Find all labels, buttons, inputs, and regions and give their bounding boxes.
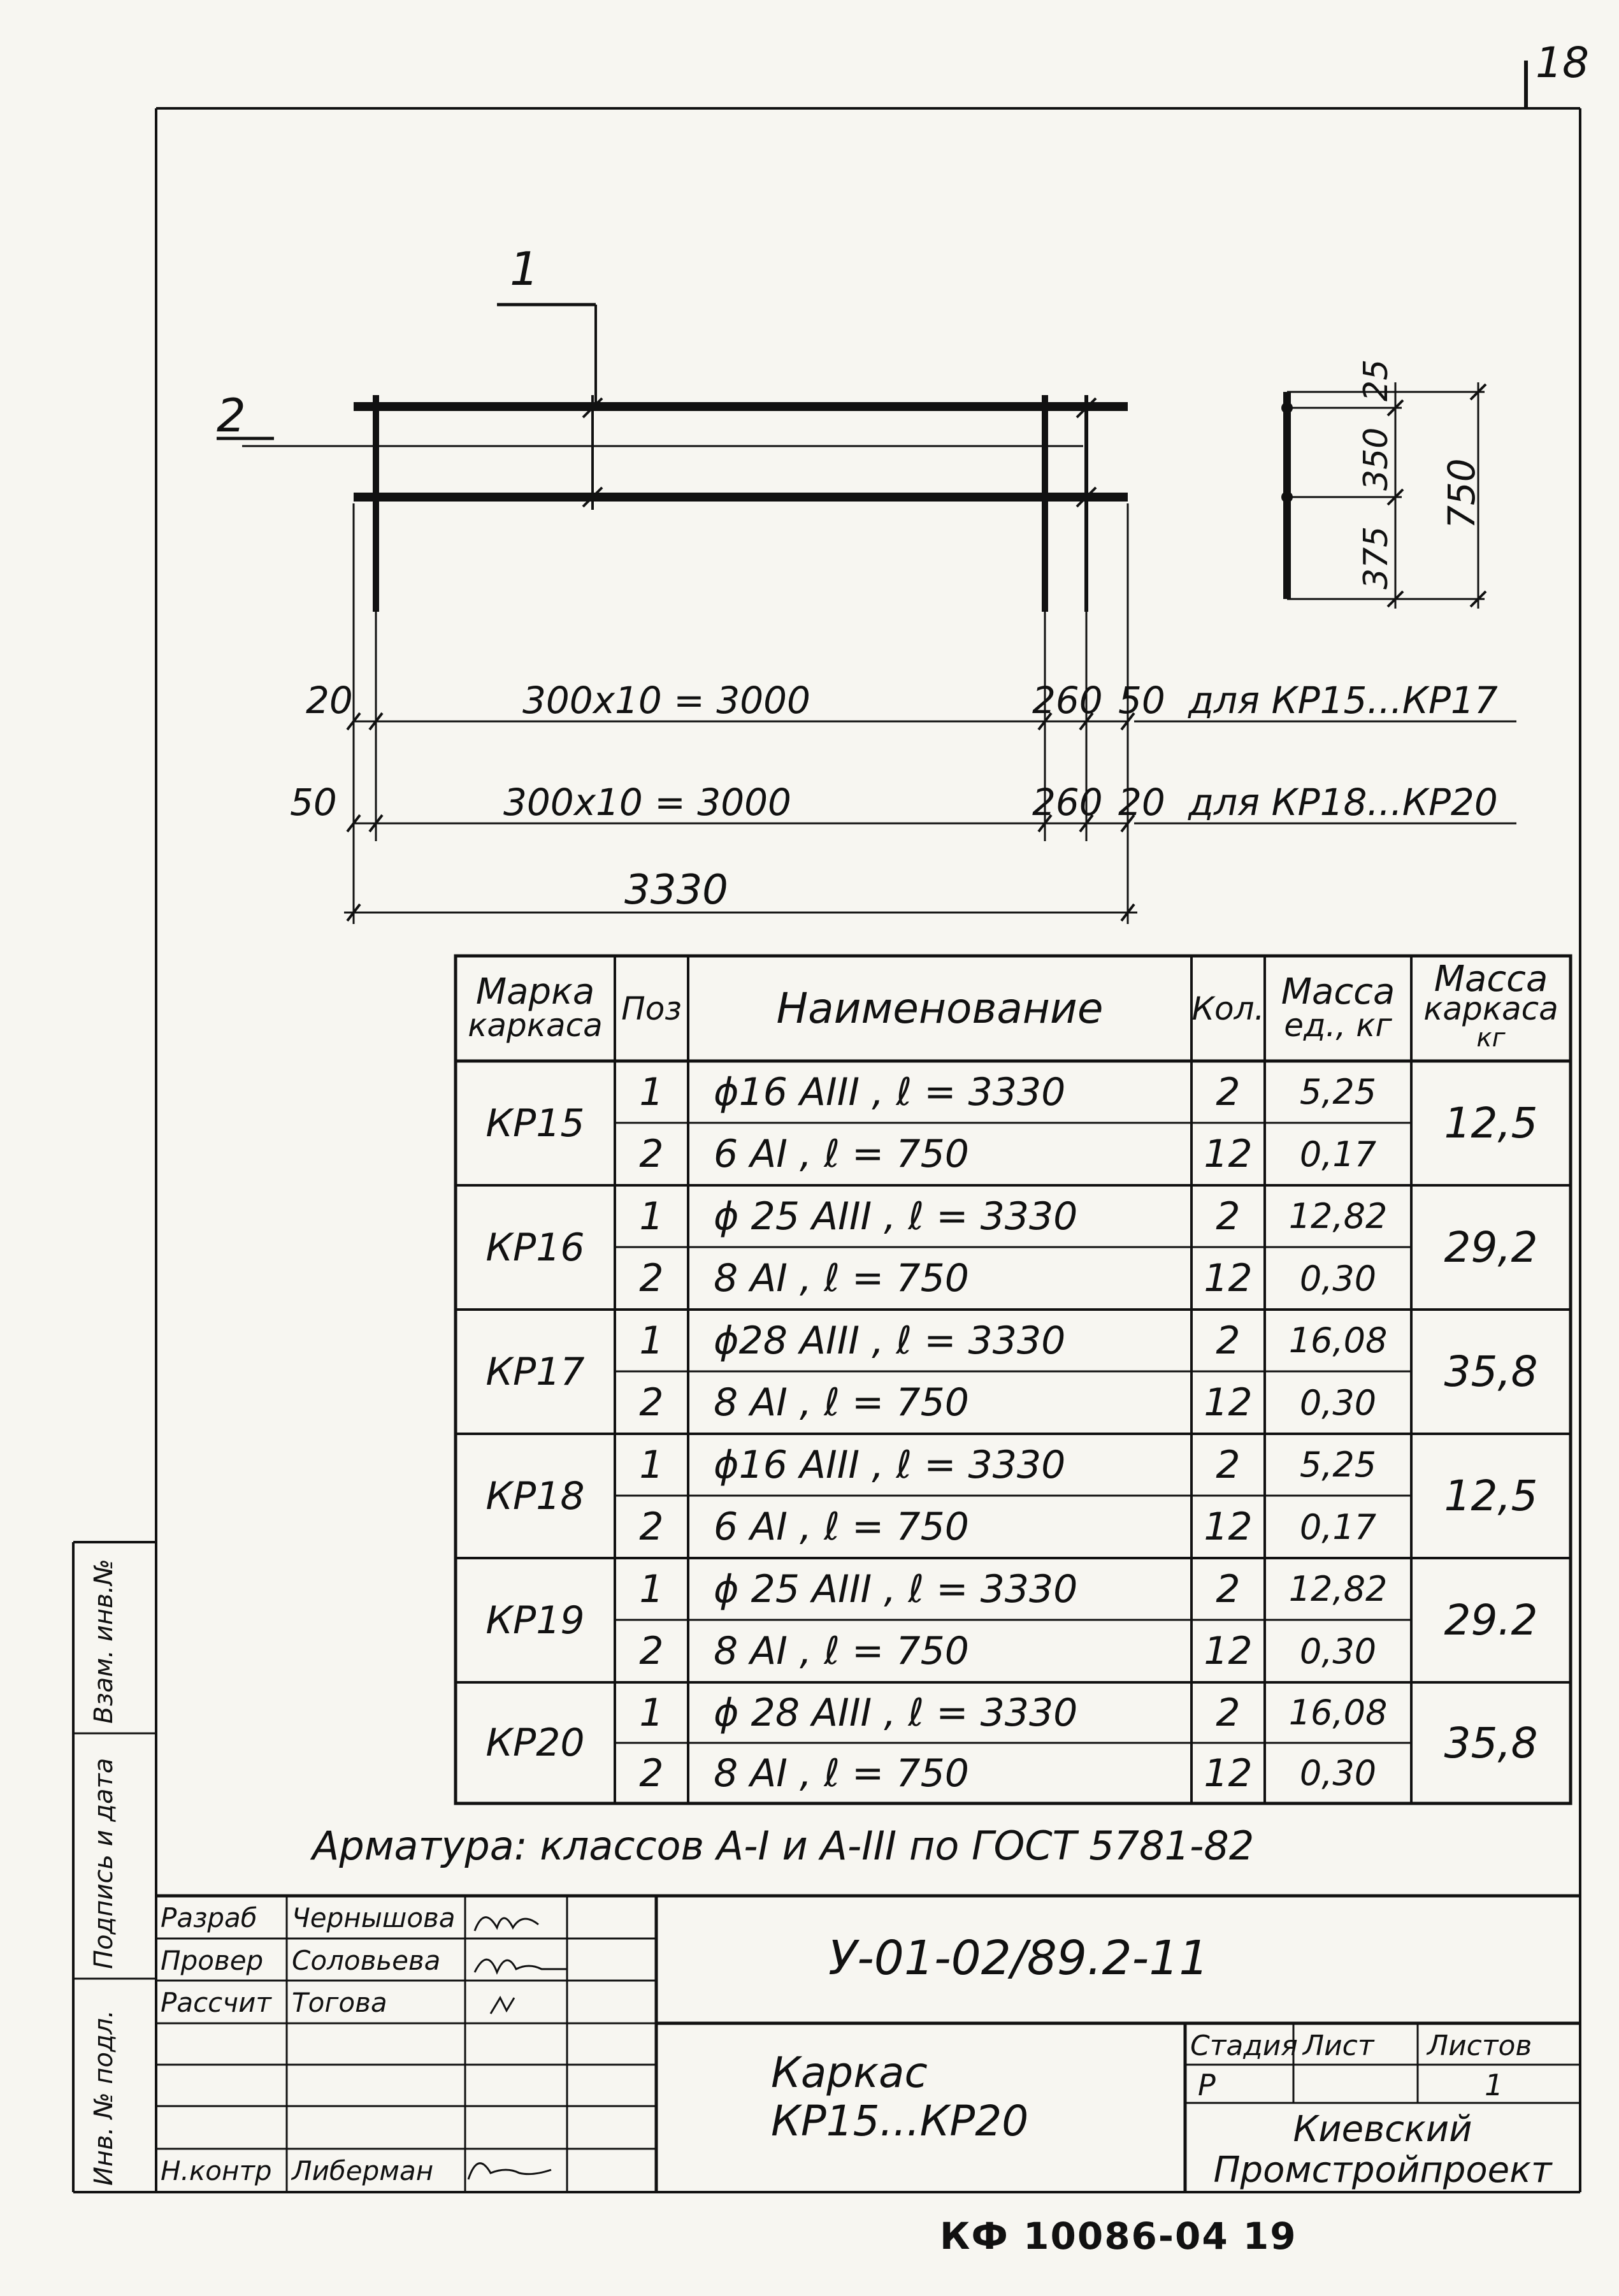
row-name: 6 АI , ℓ = 750 (714, 1505, 969, 1549)
frame-mass: 29,2 (1444, 1223, 1538, 1272)
row-pos: 2 (639, 1256, 664, 1301)
row-unit-mass: 12,82 (1288, 1196, 1388, 1236)
dim-span-2: 300x10 = 3000 (503, 781, 791, 824)
archive-number: КФ 10086-04 19 (940, 2214, 1297, 2258)
header-pos-text: Поз (621, 990, 682, 1027)
organization-line2: Промстройпроект (1213, 2149, 1552, 2191)
row-pos: 2 (639, 1505, 664, 1549)
role-checker: Провер (161, 1945, 264, 1976)
organization-line1: Киевский (1293, 2109, 1472, 2150)
header-name (688, 956, 1191, 1061)
sheets-header: Листов (1427, 2030, 1532, 2062)
frame-mass: 12,5 (1444, 1471, 1538, 1520)
row-unit-mass: 12,82 (1288, 1569, 1388, 1609)
header-unit-mass-line1: Масса (1281, 971, 1395, 1013)
row-name: 8 АI , ℓ = 750 (714, 1629, 969, 1673)
header-mark-line2: каркаса (468, 1006, 603, 1044)
row-pos: 1 (639, 1194, 664, 1239)
row-qty: 12 (1204, 1132, 1253, 1176)
row-name: 8 АI , ℓ = 750 (714, 1380, 969, 1425)
dim-overall: 3330 (624, 867, 728, 914)
dim-right-2: 20 (1118, 781, 1165, 824)
header-unit-mass-line2: ед., кг (1284, 1006, 1392, 1044)
role-developer: Разраб (161, 1902, 257, 1933)
row-name: 6 АI , ℓ = 750 (714, 1132, 969, 1176)
row-qty: 2 (1216, 1442, 1241, 1487)
row-unit-mass: 5,25 (1299, 1445, 1377, 1485)
header-frame-mass-line1: Масса (1434, 958, 1548, 1000)
row-pos: 2 (639, 1380, 664, 1425)
row-pos: 1 (639, 1069, 664, 1115)
header-frame-mass (1411, 956, 1571, 1061)
frame-mark: КР20 (486, 1721, 585, 1765)
header-name-text: Наименование (776, 983, 1104, 1033)
row-name: ϕ 25 АIII , ℓ = 3330 (714, 1566, 1078, 1612)
row-name: 8 АI , ℓ = 750 (714, 1751, 969, 1796)
name-calculated: Тогова (292, 1987, 387, 2018)
frame-mark: КР16 (486, 1225, 585, 1270)
frame-mass: 35,8 (1444, 1347, 1538, 1396)
row-unit-mass: 0,17 (1299, 1134, 1377, 1174)
row-name: ϕ 28 АIII , ℓ = 3330 (714, 1690, 1078, 1735)
row-pos: 1 (639, 1318, 664, 1363)
dim-mid-2: 260 (1032, 781, 1103, 824)
role-calculated: Рассчит (161, 1987, 271, 2018)
row-unit-mass: 0,30 (1299, 1382, 1377, 1423)
row-unit-mass: 16,08 (1288, 1693, 1388, 1733)
row-pos: 2 (639, 1132, 664, 1176)
role-norm-control: Н.контр (161, 2155, 272, 2186)
dim-note-1: для КР15...КР17 (1188, 679, 1498, 722)
name-developer: Чернышова (292, 1902, 456, 1933)
header-qty-text: Кол. (1191, 990, 1265, 1027)
drawing-title (771, 2049, 1028, 2146)
row-unit-mass: 5,25 (1299, 1072, 1377, 1112)
header-pos (615, 956, 688, 1061)
row-unit-mass: 0,30 (1299, 1753, 1377, 1793)
drawing-title-line1: Каркас (771, 2048, 928, 2097)
frame-mark: КР18 (486, 1473, 585, 1519)
row-name: ϕ16 АIII , ℓ = 3330 (714, 1442, 1066, 1487)
row-qty: 12 (1204, 1751, 1253, 1796)
page-number: 18 (1536, 38, 1589, 87)
reinforcement-note: Арматура: классов А-I и А-III по ГОСТ 5781-82 (312, 1823, 1255, 1869)
row-unit-mass: 16,08 (1288, 1320, 1388, 1361)
row-qty: 2 (1216, 1069, 1241, 1115)
row-qty: 2 (1216, 1566, 1241, 1612)
header-mark (456, 956, 615, 1061)
row-name: ϕ28 АIII , ℓ = 3330 (714, 1318, 1066, 1363)
dim-right-1: 50 (1118, 679, 1165, 722)
position-label-1: 1 (510, 242, 539, 296)
frame-mark: КР19 (486, 1598, 585, 1643)
row-qty: 2 (1216, 1318, 1241, 1363)
stage-value: Р (1198, 2068, 1216, 2102)
row-pos: 2 (639, 1751, 664, 1796)
row-name: 8 АI , ℓ = 750 (714, 1256, 969, 1301)
sheets-value: 1 (1485, 2068, 1504, 2102)
row-unit-mass: 0,30 (1299, 1258, 1377, 1299)
dim-mid-1: 260 (1032, 679, 1103, 722)
row-pos: 1 (639, 1442, 664, 1487)
section-dim-top: 25 (1357, 359, 1395, 401)
frame-mark: КР17 (486, 1349, 585, 1394)
position-label-2: 2 (217, 389, 246, 442)
frame-mass: 12,5 (1444, 1099, 1538, 1148)
drawing-title-line2: КР15...КР20 (771, 2097, 1029, 2146)
dim-note-2: для КР18...КР20 (1188, 781, 1498, 824)
organization (1185, 2109, 1580, 2191)
side-stamp-replacement: Взам. инв.№ (89, 1559, 119, 1724)
side-stamp-inventory: Инв. № подл. (89, 2010, 119, 2186)
dim-left-1: 20 (306, 679, 353, 722)
header-mark-line1: Марка (475, 971, 595, 1013)
row-qty: 12 (1204, 1256, 1253, 1301)
row-pos: 2 (639, 1629, 664, 1673)
row-qty: 12 (1204, 1629, 1253, 1673)
row-name: ϕ16 АIII , ℓ = 3330 (714, 1069, 1066, 1115)
row-name: ϕ 25 АIII , ℓ = 3330 (714, 1194, 1078, 1239)
dim-span-1: 300x10 = 3000 (522, 679, 810, 722)
row-unit-mass: 0,30 (1299, 1631, 1377, 1671)
frame-mass: 35,8 (1444, 1718, 1538, 1768)
row-pos: 1 (639, 1566, 664, 1612)
header-frame-mass-line2: каркаса (1423, 990, 1558, 1027)
header-frame-mass-line3: кг (1476, 1023, 1506, 1053)
section-dim-lower: 375 (1357, 526, 1395, 589)
row-qty: 12 (1204, 1505, 1253, 1549)
stage-header: Стадия (1190, 2030, 1298, 2062)
document-code: У-01-02/89.2-11 (828, 1931, 1209, 1986)
name-checker: Соловьева (292, 1945, 441, 1976)
section-dim-upper: 350 (1357, 427, 1395, 491)
row-qty: 2 (1216, 1690, 1241, 1735)
name-norm-control: Либерман (292, 2155, 434, 2186)
row-qty: 12 (1204, 1380, 1253, 1425)
section-dim-total: 750 (1440, 458, 1483, 529)
header-qty (1191, 956, 1265, 1061)
row-unit-mass: 0,17 (1299, 1506, 1377, 1547)
dim-left-2: 50 (290, 781, 337, 824)
row-pos: 1 (639, 1690, 664, 1735)
row-qty: 2 (1216, 1194, 1241, 1239)
frame-mark: КР15 (486, 1101, 585, 1146)
side-stamp-signature-date: Подпись и дата (89, 1758, 119, 1969)
header-unit-mass (1265, 956, 1411, 1061)
frame-mass: 29.2 (1444, 1596, 1538, 1645)
sheet-header: Лист (1303, 2030, 1374, 2062)
